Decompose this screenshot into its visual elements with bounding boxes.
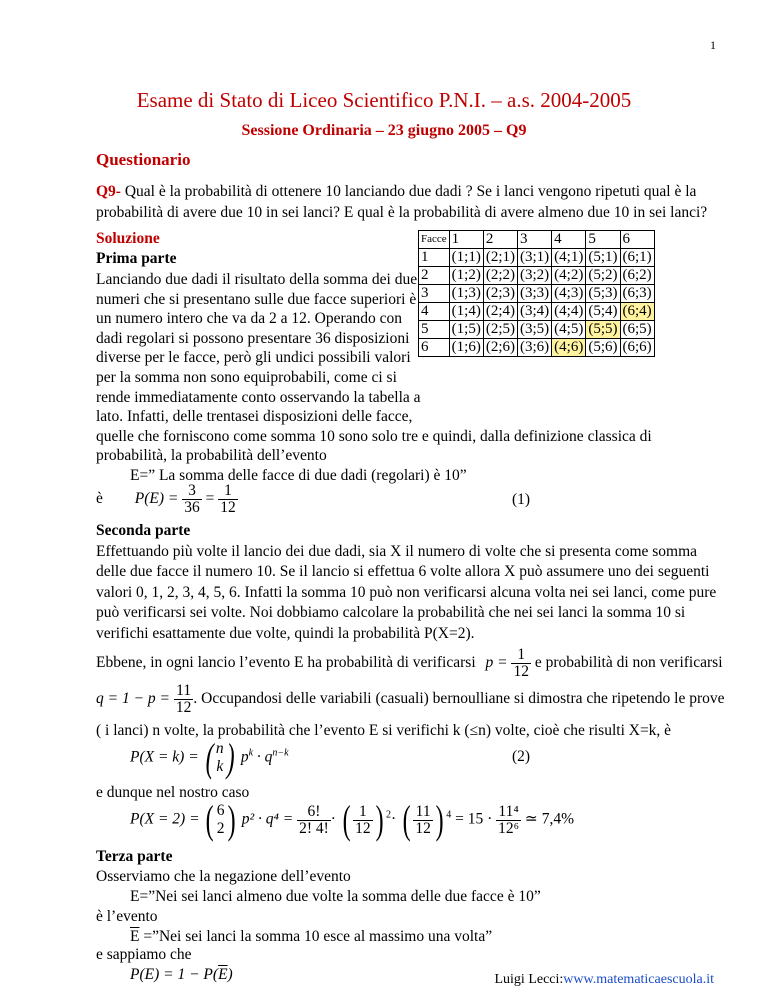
part2-heading: Seconda parte <box>96 522 191 539</box>
table-cell: (2;6) <box>483 339 517 357</box>
outcomes-table <box>418 230 655 357</box>
page-title: Esame di Stato di Liceo Scientifico P.N.I. – a.s. 2004-2005 <box>136 88 632 112</box>
formula-1-lhs: P(E) = <box>134 490 179 508</box>
p-line-after: e probabilità di non verificarsi <box>534 654 723 672</box>
formula-1: è P(E) = $\frac{3}{36}$ = $\frac{1}{12}$ <box>96 482 236 516</box>
eq-number-1: (1) <box>512 491 531 508</box>
table-header-cell: 3 <box>518 231 552 249</box>
table-cell: (2;5) <box>483 321 517 339</box>
page-number: 1 <box>710 38 716 52</box>
table-row <box>419 303 655 321</box>
table-cell: (6;3) <box>620 285 654 303</box>
p-line <box>96 647 723 680</box>
footer-link[interactable]: www.matematicaescuola.it <box>563 972 714 987</box>
part1-line: un numero intero che va da 2 a 12. Operando con <box>96 310 403 328</box>
table-cell: (3;3) <box>518 285 552 303</box>
part1-line: dadi regolari si possono presentare 36 disposizioni <box>96 329 410 347</box>
table-cell: (1;4) <box>449 303 483 321</box>
table-cell: 1 <box>419 249 450 267</box>
footer <box>494 972 714 988</box>
part1-line: lato. Infatti, delle trentasei disposizioni delle facce, <box>96 408 413 426</box>
part3-line-4: $\overline{E}$ =”Nei sei lanci la somma 10 esce al massimo una volta” <box>130 928 493 945</box>
table-cell: (1;3) <box>449 285 483 303</box>
table-row <box>419 321 655 339</box>
table-cell: (5;6) <box>586 339 620 357</box>
table-row <box>419 267 655 285</box>
table-cell: (2;3) <box>483 285 517 303</box>
table-cell: (6;2) <box>620 267 654 285</box>
table-cell: 6 <box>419 339 450 357</box>
part3-line-3: è l’evento <box>96 908 158 925</box>
part2-paragraph <box>96 542 716 644</box>
table-header-cell: 5 <box>586 231 620 249</box>
table-cell: (5;2) <box>586 267 620 285</box>
table-cell: (4;3) <box>552 285 586 303</box>
table-row <box>419 285 655 303</box>
table-cell: (3;4) <box>518 303 552 321</box>
table-cell: (6;4) <box>620 303 654 321</box>
formula-2-binom: n k <box>215 740 224 775</box>
part2-line: può verificarsi sei volte. Noi dobbiamo calcolare la probabilità che nei sei lanci la somma 10 si <box>96 604 686 622</box>
question-label: Q9- <box>96 183 121 200</box>
table-cell: (2;1) <box>483 249 517 267</box>
table-header-cell: Facce <box>419 231 450 249</box>
part1-line: diverse per le facce, però gli undici possibili valori <box>96 349 411 367</box>
bernoulli-line: ( i lanci) n volte, la probabilità che l’evento E si verifichi k (≤n) volte, cioè che risulti X=k, è <box>96 722 672 739</box>
p-frac: $\frac{1}{12}$ <box>513 646 529 680</box>
table-cell: (6;1) <box>620 249 654 267</box>
q-frac: $\frac{11}{12}$ <box>175 682 192 716</box>
event-definition: E=” La somma delle facce di due dadi (regolari) è 10” <box>130 467 467 484</box>
formula-1-prefix: è <box>96 490 103 508</box>
nostro-caso: e dunque nel nostro caso <box>96 784 250 801</box>
part1-line: per la somma non sono equiprobabili, come ci si <box>96 368 397 386</box>
table-header-cell: 6 <box>620 231 654 249</box>
table-cell: 5 <box>419 321 450 339</box>
table-cell: (5;5) <box>586 321 620 339</box>
table-cell: (5;4) <box>586 303 620 321</box>
table-header-row <box>419 231 655 249</box>
table-cell: (5;1) <box>586 249 620 267</box>
table-header-cell: 2 <box>483 231 517 249</box>
table-cell: 3 <box>419 285 450 303</box>
table-row <box>419 339 655 357</box>
table-cell: (5;3) <box>586 285 620 303</box>
formula-2-lhs: P(X = k) = <box>130 748 199 766</box>
part1-heading: Prima parte <box>96 250 177 267</box>
part2-line: verifichi esattamente due volte, quindi la probabilità P(X=2). <box>96 624 475 642</box>
formula-1-frac-a: $\frac{3}{36}$ <box>184 482 200 516</box>
part1-line: numeri che si presentano sulle due facce superiori è <box>96 290 417 308</box>
part3-line-1: Osserviamo che la negazione dell’evento <box>96 868 351 885</box>
formula-3-lhs: P(X = 2) = <box>130 810 200 828</box>
session-subtitle: Sessione Ordinaria – 23 giugno 2005 – Q9 <box>241 122 527 139</box>
table-cell: (4;2) <box>552 267 586 285</box>
question-line-2: probabilità di avere due 10 in sei lanci? E qual è la probabilità di avere almeno due 10 in sei lanci? <box>96 203 708 221</box>
table-cell: (4;1) <box>552 249 586 267</box>
table-header-cell: 1 <box>449 231 483 249</box>
table-cell: (3;1) <box>518 249 552 267</box>
part1-line: Lanciando due dadi il risultato della somma dei due <box>96 271 418 288</box>
eq-number-2: (2) <box>512 748 531 765</box>
table-cell: (2;4) <box>483 303 517 321</box>
part3-line-2: E=”Nei sei lanci almeno due volte la somma delle due facce è 10” <box>130 888 541 905</box>
part1-line: rende immediatamente conto osservando la tabella a <box>96 388 421 406</box>
formula-2: P(X = k) = ( n k ) $p^k \cdot q^{n-k}$ <box>130 735 289 780</box>
p-line-text: Ebbene, in ogni lancio l’evento E ha probabilità di verificarsi <box>96 654 476 672</box>
solution-heading: Soluzione <box>96 230 160 247</box>
table-cell: (4;4) <box>552 303 586 321</box>
table-cell: (3;5) <box>518 321 552 339</box>
table-cell: (4;6) <box>552 339 586 357</box>
part1-line: probabilità, la probabilità dell’evento <box>96 447 327 465</box>
table-cell: (6;5) <box>620 321 654 339</box>
table-cell: (1;2) <box>449 267 483 285</box>
table-cell: (1;5) <box>449 321 483 339</box>
footer-author: Luigi Lecci: <box>494 972 564 987</box>
table-row <box>419 249 655 267</box>
table-header-cell: 4 <box>552 231 586 249</box>
table-cell: (6;6) <box>620 339 654 357</box>
formula-3-binom: 6 2 <box>216 802 225 837</box>
table-cell: (2;2) <box>483 267 517 285</box>
q-line <box>96 683 725 716</box>
q-eq: q = 1 − p = <box>96 690 171 708</box>
part3-line-5: e sappiamo che <box>96 946 192 963</box>
formula-4: $P(E) = 1 - P(\overline{E})$ <box>130 966 233 983</box>
part2-line: valori 0, 1, 2, 3, 4, 5, 6. Infatti la somma 10 può non verificarsi alcuna volta nei sei lanci, come pure <box>96 583 717 601</box>
q-line-after: . Occupandosi delle variabili (casuali) bernoulliane si dimostra che ripetendo le prove <box>193 690 725 708</box>
p-eq: p = <box>485 654 508 672</box>
part2-line: Effettuando più volte il lancio dei due dadi, sia X il numero di volte che si presenta come somma <box>96 543 698 560</box>
part1-line: quelle che forniscono come somma 10 sono solo tre e quindi, dalla definizione classica di <box>96 427 652 445</box>
formula-1-frac-b: $\frac{1}{12}$ <box>220 482 236 516</box>
table-cell: (1;1) <box>449 249 483 267</box>
table-cell: (3;2) <box>518 267 552 285</box>
table-cell: 4 <box>419 303 450 321</box>
table-cell: 2 <box>419 267 450 285</box>
section-heading: Questionario <box>96 150 191 169</box>
table-cell: (4;5) <box>552 321 586 339</box>
formula-3: P(X = 2) = ( 6 2 ) p² · q⁴ = $\frac{6!}{2! 4!}$ · ( $\frac{1}{12}$ ) $^2$· ( $\frac{11}{12}$ ) $^4$ = 15 · $\frac{\text{11⁴}}{\text{12⁶}}$ ≃ 7,4% <box>130 797 575 842</box>
part3-heading: Terza parte <box>96 848 173 865</box>
question-line-1: Qual è la probabilità di ottenere 10 lanciando due dadi ? Se i lanci vengono ripetuti qual è la <box>120 183 697 200</box>
question-text <box>96 182 707 223</box>
table-cell: (1;6) <box>449 339 483 357</box>
table-cell: (3;6) <box>518 339 552 357</box>
part2-line: delle due facce il numero 10. Se il lancio si effettua 6 volte allora X può assumere uno dei seguenti <box>96 563 710 581</box>
